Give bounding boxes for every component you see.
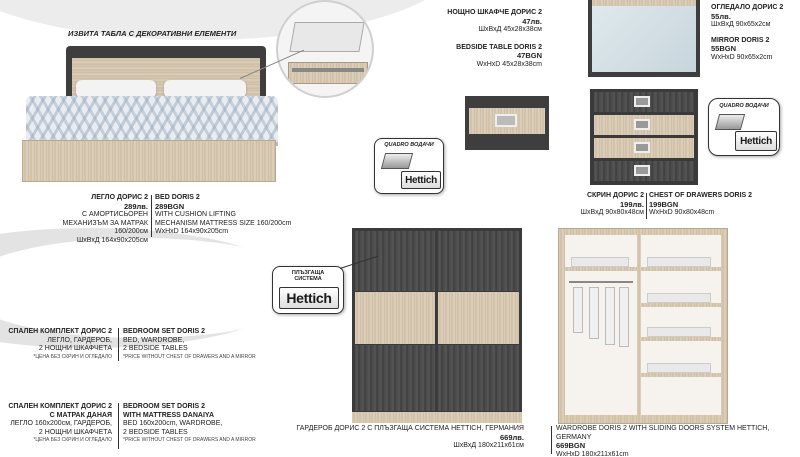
wardrobe-text-en (556, 425, 800, 457)
wardrobe-price-en: 669BGN (556, 441, 586, 450)
mirror-price-bg: 55лв. (711, 11, 731, 21)
folded-clothes (647, 327, 711, 337)
hettich-sliding-label-2: СИСТЕМА (294, 276, 322, 282)
set1-line1-bg: ЛЕГЛО, ГАРДЕРОБ, (47, 336, 112, 344)
bed-frame (22, 140, 276, 182)
chest-handle-2 (634, 119, 650, 130)
set1-note-en: *PRICE WITHOUT CHEST OF DRAWERS AND A MIRROR (123, 353, 256, 360)
set2-title2-bg: С МАТРАК ДАНАЯ (49, 411, 112, 419)
nightstand-handle (495, 114, 517, 127)
mirror-dims-en: WxHxD 90x65x2cm (711, 53, 773, 61)
set1-line1-en: BED, WARDROBE, (123, 336, 185, 344)
wardrobe-text-divider (551, 426, 552, 454)
bed-lift-detail (276, 0, 374, 98)
chest-name-en: CHEST OF DRAWERS DORIS 2 (649, 192, 753, 199)
folded-clothes (647, 363, 711, 373)
nightstand-dims-en: WxHxD 45x28x38cm (476, 60, 542, 68)
hanging-shirt (605, 287, 615, 345)
set1-title-en: BEDROOM SET DORIS 2 (123, 328, 206, 335)
hanging-shirt (619, 287, 629, 347)
set2-note-en: *PRICE WITHOUT CHEST OF DRAWERS AND A MIRROR (123, 437, 256, 443)
hettich-badge-bedside-label: QUADRO ВОДАЧИ (384, 142, 434, 148)
set1-title-bg: СПАЛЕН КОМПЛЕКТ ДОРИС 2 (8, 328, 112, 335)
nightstand-price-en: 47BGN (516, 51, 542, 60)
wardrobe-name-bg: ГАРДЕРОБ ДОРИС 2 С ПЛЪЗГАЩА СИСТЕМА HETTICH, ГЕРМАНИЯ (296, 425, 524, 432)
drawer-slide-icon-chest (715, 114, 745, 130)
hettich-logo-chest: Hettich (740, 136, 772, 147)
set2-line1-bg: ЛЕГЛО 160х200см, ГАРДЕРОБ, (10, 420, 112, 427)
set2-note-bg: *ЦЕНА БЕЗ СКРИН И ОГЛЕДАЛО (33, 437, 112, 443)
bed-desc-bg-2: МЕХАНИЗЪМ ЗА МАТРАК 160/200см (62, 219, 148, 235)
nightstand-price-bg: 47лв. (522, 16, 542, 26)
chest-dims-bg: ШхВхД 90х80х48см (580, 209, 644, 216)
wardrobe-dims-bg: ШхВхД 180х211х61см (453, 442, 524, 449)
folded-clothes (571, 257, 629, 267)
bed-cover (26, 96, 278, 146)
set2-line1-en: BED 160x200cm, WARDROBE, (123, 420, 223, 427)
mirror-dims-bg: ШхВхД 90х65х2см (711, 21, 771, 28)
folded-clothes (647, 257, 711, 267)
wardrobe-name-en: WARDROBE DORIS 2 WITH SLIDING DOORS SYSTEM HETTICH, GERMANY (556, 425, 770, 441)
mirror-name-bg: ОГЛЕДАЛО ДОРИС 2 (711, 4, 784, 11)
bed-price-en: 289BGN (155, 201, 185, 211)
chest-text-en (649, 192, 799, 218)
wardrobe-price-bg: 669лв. (500, 432, 524, 442)
open-wardrobe-image (558, 228, 728, 424)
bed-dims-en: WxHxD 164x90x205cm (155, 228, 229, 235)
bed-name-en: BED DORIS 2 (155, 194, 200, 201)
bed-text-en (155, 194, 305, 237)
bed-desc-en-2: MECHANISM MATTRESS SIZE 160/200cm (155, 219, 292, 227)
chest-handle-3 (634, 142, 650, 153)
chest-text-bg (560, 192, 644, 218)
bed-dims-bg: ШхВхД 164х90х205см (76, 236, 148, 244)
hettich-badge-bedside (374, 138, 444, 194)
set2-line2-bg: 2 НОЩНИ ШКАФЧЕТА (38, 428, 112, 436)
hanging-shirt (589, 287, 599, 339)
bed-name-bg: ЛЕГЛО ДОРИС 2 (91, 194, 148, 201)
hettich-badge-chest (708, 98, 780, 156)
bed-desc-en-1: WITH CUSHION LIFTING (155, 211, 236, 218)
set2-text-bg (6, 403, 112, 444)
nightstand-name-en: BEDSIDE TABLE DORIS 2 (456, 43, 542, 51)
hettich-sliding-label-1: ПЛЪЗГАЩА (291, 270, 325, 276)
bed-text-bg (40, 194, 148, 245)
sliding-wardrobe-image (352, 228, 522, 423)
set1-divider (118, 328, 119, 361)
set2-divider (118, 403, 119, 449)
mirror-text (711, 4, 799, 62)
bed-header: ИЗВИТА ТАБЛА С ДЕКОРАТИВНИ ЕЛЕМЕНТИ (68, 29, 237, 38)
chest-price-bg: 199лв. (620, 199, 644, 209)
hettich-badge-sliding (272, 266, 344, 314)
set1-note-bg: *ЦЕНА БЕЗ СКРИН И ОГЛЕДАЛО (33, 353, 112, 360)
chest-handle-1 (634, 96, 650, 107)
chest-handle-4 (634, 165, 650, 176)
mirror-price-en: 55BGN (711, 44, 737, 53)
set2-text-en (123, 403, 293, 444)
chest-price-en: 199BGN (649, 199, 679, 209)
chest-dims-en: WxHxD 90x80x48cm (649, 209, 715, 216)
set1-text-bg (6, 328, 112, 361)
hettich-badge-chest-label: QUADRO ВОДАЧИ (719, 103, 769, 109)
hettich-logo-sliding: Hettich (286, 290, 332, 306)
bed-desc-bg-1: С АМОРТИСЬОРЕН (82, 211, 148, 218)
bed-price-bg: 289лв. (124, 201, 148, 211)
set2-line2-en: 2 BEDSIDE TABLES (123, 428, 188, 436)
nightstand-text (410, 9, 542, 69)
wardrobe-text-bg (276, 425, 524, 451)
set1-line2-bg: 2 НОЩНИ ШКАФЧЕТА (38, 345, 112, 352)
hettich-logo-bedside: Hettich (405, 175, 437, 186)
hanging-shirt (573, 287, 583, 333)
mirror-image (588, 0, 700, 77)
set2-title2-en: WITH MATTRESS DANAIYA (123, 411, 214, 419)
set2-title-en: BEDROOM SET DORIS 2 (123, 403, 206, 410)
folded-clothes (647, 293, 711, 303)
set1-line2-en: 2 BEDSIDE TABLES (123, 345, 188, 352)
chest-name-bg: СКРИН ДОРИС 2 (586, 192, 644, 199)
mirror-name-en: MIRROR DORIS 2 (711, 36, 770, 44)
nightstand-image (465, 96, 549, 150)
chest-image (590, 89, 698, 185)
nightstand-name-bg: НОЩНО ШКАФЧЕ ДОРИС 2 (447, 9, 542, 16)
set2-title-bg: СПАЛЕН КОМПЛЕКТ ДОРИС 2 (8, 403, 112, 410)
set1-text-en (123, 328, 293, 361)
bed-image (18, 40, 280, 190)
bed-text-divider (151, 195, 152, 237)
drawer-slide-icon (381, 153, 413, 169)
nightstand-dims-bg: ШхВхД 45х28х38см (478, 26, 542, 33)
chest-text-divider (646, 193, 647, 219)
wardrobe-dims-en: WxHxD 180x211x61cm (556, 450, 629, 457)
